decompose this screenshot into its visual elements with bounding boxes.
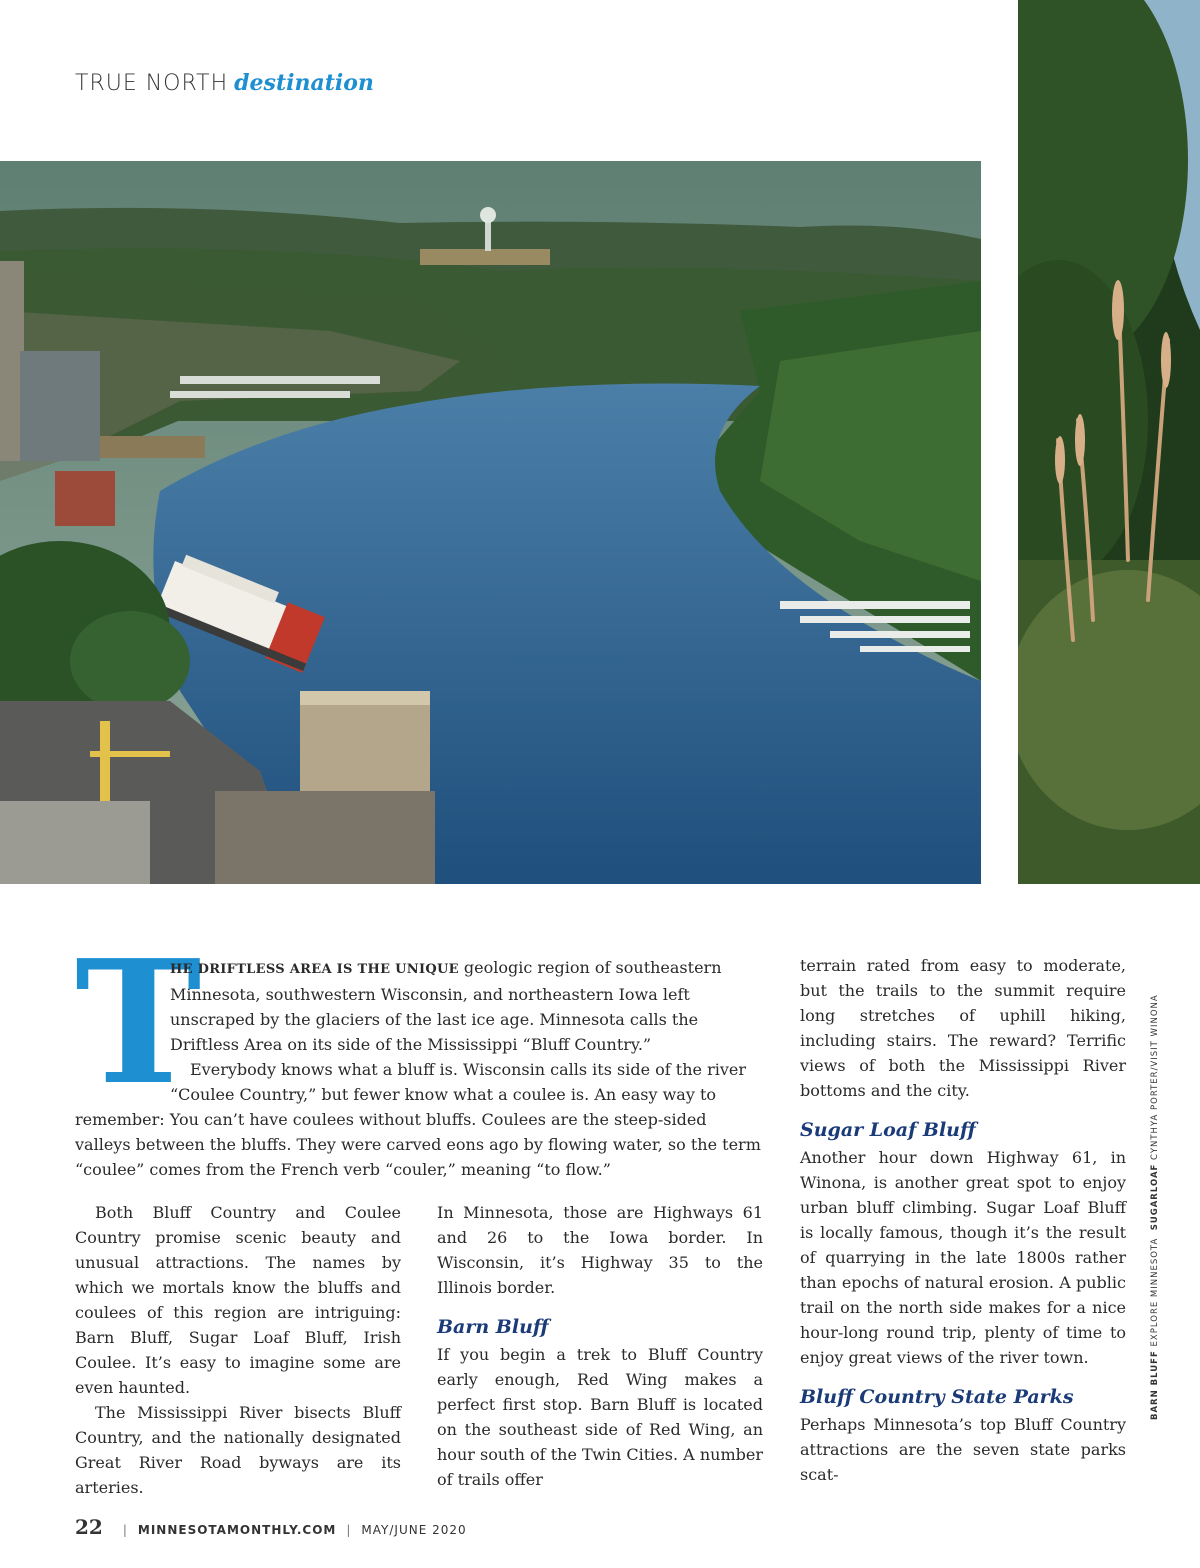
page-footer	[75, 1515, 467, 1539]
footer-issue: MAY/JUNE 2020	[361, 1523, 467, 1537]
column-2	[437, 1200, 763, 1492]
col1-paragraph-1: Both Bluff Country and Coulee Country promise scenic beauty and unusual attractions. The names by which we mortals know the bluffs and coulees of this region are intriguing: Barn Bluff, Sugar Loaf Bluff, Irish Coulee. It’s easy to imagine some are even haunted.	[75, 1203, 401, 1397]
footer-divider: |	[346, 1523, 352, 1537]
col3-paragraph-2: Another hour down Highway 61, in Winona, is another great spot to enjoy urban bluff climbing. Sugar Loaf Bluff is locally famous, though it’s the result of quarrying in the late 1800s rather than epochs of natural erosion. A public trail on the north side makes for a nice hour-long round trip, plenty of time to enjoy great views of the river town.	[800, 1148, 1126, 1367]
intro-text	[75, 923, 763, 1182]
subhead-sugar-loaf-bluff: Sugar Loaf Bluff	[800, 1119, 976, 1141]
col2-paragraph-1: In Minnesota, those are Highways 61 and 26 to the Iowa border. In Wisconsin, it’s Highway 35 to the Illinois border.	[437, 1203, 763, 1297]
col3-paragraph-1: terrain rated from easy to moderate, but the trails to the summit require long stretches of uphill hiking, including stairs. The reward? Terrific views of both the Mississippi River bottoms and the city.	[800, 956, 1126, 1100]
bluff-grasses-photo	[1018, 0, 1200, 884]
column-3	[800, 953, 1126, 1487]
intro-paragraph-1	[75, 955, 763, 1057]
drop-cap: T	[75, 923, 202, 1123]
page-number: 22	[75, 1515, 103, 1539]
section-accent: destination	[234, 70, 374, 96]
credit-source-2: CYNTHYA PORTER/VISIT WINONA	[1150, 994, 1160, 1160]
credit-source-1: EXPLORE MINNESOTA	[1150, 1237, 1160, 1347]
intro-paragraph-1-text: geologic region of southeastern Minnesota, southwestern Wisconsin, and northeastern Iowa left unscraped by the glaciers of the last ice age. Minnesota calls the Driftless Area on its side of the Mississippi “Bluff Country.”	[170, 958, 722, 1054]
mississippi-river-aerial-photo	[0, 161, 981, 884]
credit-label-1: BARN BLUFF	[1150, 1350, 1160, 1420]
lead-in-caps: HE DRIFTLESS AREA IS THE UNIQUE	[170, 962, 459, 977]
subhead-barn-bluff: Barn Bluff	[437, 1316, 549, 1338]
col2-paragraph-2: If you begin a trek to Bluff Country early enough, Red Wing makes a perfect first stop. Barn Bluff is located on the southeast side of Red Wing, an hour south of the Twin Cities. A number of trails offer	[437, 1345, 763, 1489]
section-label: TRUE NORTH	[75, 71, 229, 96]
footer-site: MINNESOTAMONTHLY.COM	[137, 1523, 337, 1537]
col1-paragraph-2: The Mississippi River bisects Bluff Country, and the nationally designated Great River Road byways are its arteries.	[75, 1403, 401, 1497]
footer-divider: |	[122, 1523, 128, 1537]
credit-label-2: SUGARLOAF	[1150, 1163, 1160, 1231]
section-header	[75, 70, 374, 96]
intro-paragraph-2: Everybody knows what a bluff is. Wisconsin calls its side of the river “Coulee Country,” but fewer know what a coulee is. An easy way to remember: You can’t have coulees without bluffs. Coulees are the steep-sided valleys between the bluffs. They were carved eons ago by flowing water, so the term “coulee” comes from the French verb “couler,” meaning “to flow.”	[75, 1060, 761, 1179]
col3-paragraph-3: Perhaps Minnesota’s top Bluff Country attractions are the seven state parks scat-	[800, 1415, 1126, 1484]
column-1	[75, 1200, 401, 1500]
subhead-state-parks: Bluff Country State Parks	[800, 1386, 1074, 1408]
photo-credit	[1150, 994, 1166, 1420]
